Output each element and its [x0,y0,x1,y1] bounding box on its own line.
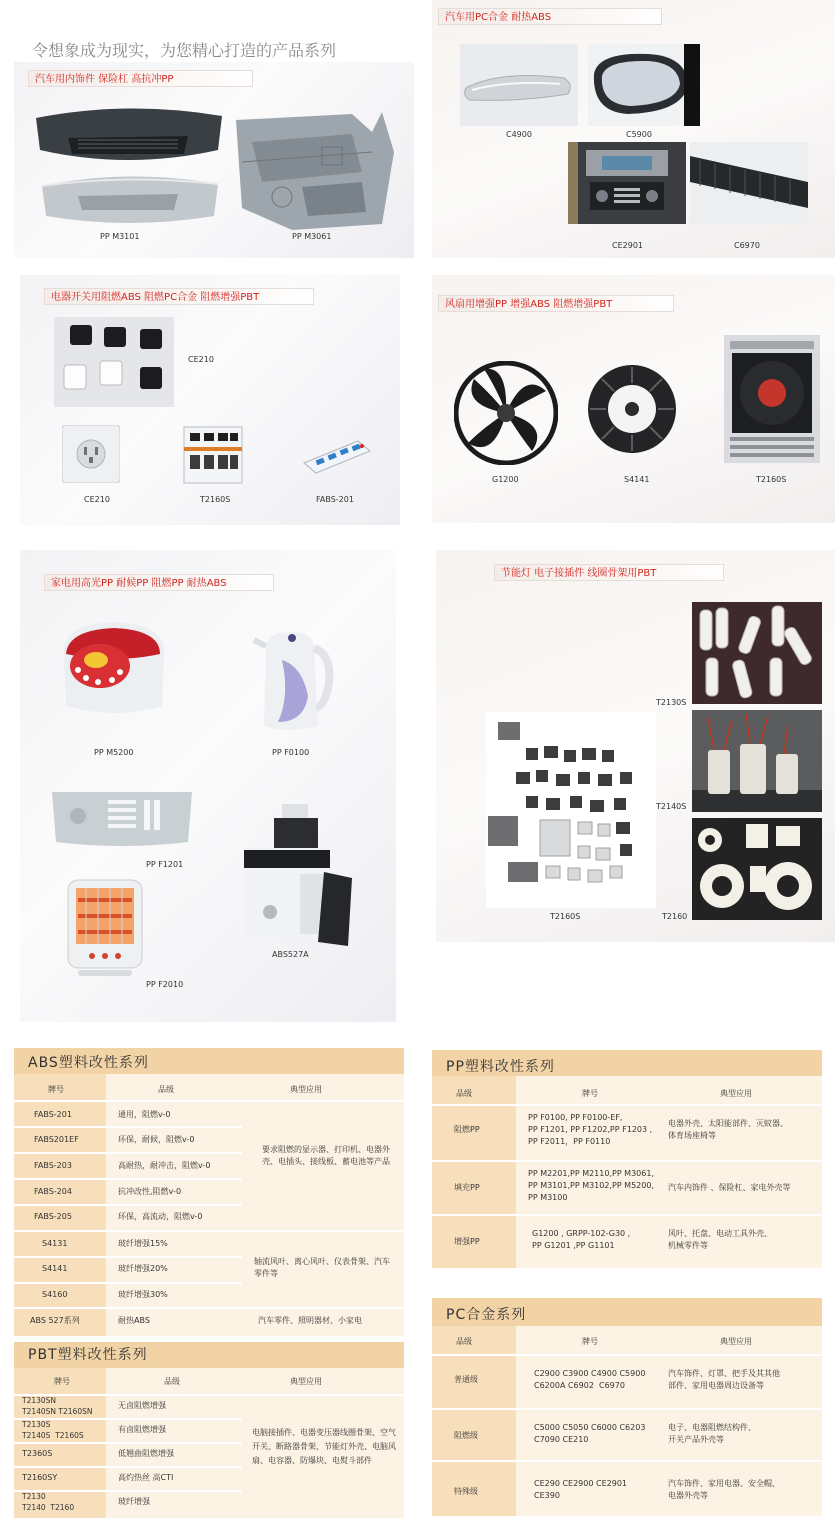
plugs-image [54,317,174,407]
panel-fans-title: 风扇用增强PP 增强ABS 阻燃增强PBT [438,295,674,312]
pp-row-2-grade: G1200 , GRPP-102-G30 , PP G1201 ,PP G1101 [532,1229,631,1250]
pc-row-0-app: 汽车饰件、灯罩、把手及其其他 部件、家用电器周边设备等 [668,1369,780,1390]
pc-row-2-level: 特殊级 [454,1487,478,1496]
abs-row-5-grade: S4131 [42,1239,68,1248]
panel-auto-interior-title: 汽车用内饰件 保险杠 高抗冲PP [28,70,253,87]
abs-header-level: 品级 [158,1085,174,1094]
capacitors-image [692,710,822,812]
abs-row-2-grade: FABS-203 [34,1161,72,1170]
abs-row-8-level: 耐热ABS [118,1316,150,1325]
pbt-header-app: 典型应用 [290,1377,322,1386]
pc-row-1-level: 阻燃级 [454,1431,478,1440]
pbt-row-4-grade: T2130 T2140 T2160 [22,1492,75,1512]
panel-auto-pc-title: 汽车用PC合金 耐热ABS [438,8,662,25]
label-pp-f0100: PP F0100 [272,748,310,757]
appliance-cover-image [48,786,196,850]
abs-row-0-grade: FABS-201 [34,1110,72,1119]
pp-row-0-grade: PP F0100, PP F0100-EF, PP F1201, PP F1202,PP F1203 , PP F2011，PP F0110 [528,1113,653,1146]
page-headline: 令想象成为现实，为您精心打造的产品系列 [32,41,337,60]
pbt-row-3-level: 高灼热丝 高CTI [118,1473,174,1482]
door-panel-image [232,112,402,232]
abs-row-6-level: 玻纤增强20% [118,1264,168,1273]
pp-header-grade: 牌号 [582,1089,598,1098]
label-pp-m5200: PP M5200 [94,748,134,757]
abs-app-2: 汽车零件、照明器材、小家电 [258,1316,362,1325]
label-ce210-b: CE210 [84,495,110,504]
label-c4900: C4900 [506,130,532,139]
label-t2160s-c: T2160S [550,912,581,921]
pc-header-app: 典型应用 [720,1337,752,1346]
label-ce2901: CE2901 [612,241,643,250]
abs-row-0-level: 通用，阻燃v-0 [118,1110,171,1119]
dashboard-image [568,142,686,224]
pp-row-1-level: 填充PP [454,1183,480,1192]
juicer-image [240,800,356,948]
label-pp-m3101: PP M3101 [100,232,140,241]
pc-row-1-grade: C5000 C5050 C6000 C6203 C7090 CE210 [534,1423,646,1444]
pbt-table [14,1342,404,1518]
pbt-row-1-level: 有卤阻燃增强 [118,1425,166,1434]
panel-appliance-title: 家电用高光PP 耐候PP 阻燃PP 耐热ABS [44,574,274,591]
pc-row-1-app: 电子、电器阻燃结构件、 开关产品外壳等 [668,1423,756,1444]
label-fabs-201: FABS-201 [316,495,354,504]
pbt-row-3-grade: T2160SY [22,1473,58,1482]
pbt-row-1-grade: T2130S T2140S T2160S [22,1420,84,1440]
connectors-image [486,712,656,908]
label-t2160: T2160 [662,912,688,921]
pp-row-1-grade: PP M2201,PP M2110,PP M3061, PP M3101,PP M3102,PP M5200, PP M3100 [528,1169,654,1202]
grille-strip-image [690,142,808,224]
pc-row-0-level: 普通级 [454,1375,478,1384]
label-t2130s: T2130S [656,698,687,707]
label-pp-f1201: PP F1201 [146,860,184,869]
socket-image [62,425,120,483]
pc-row-0-grade: C2900 C3900 C4900 C5900 C6200A C6902 C6970 [534,1369,646,1390]
door-handle-image [460,44,578,126]
pp-table-title: PP塑料改性系列 [432,1050,822,1076]
cfl-lamps-image [692,602,822,704]
abs-row-6-grade: S4141 [42,1264,68,1273]
bumper-image [28,98,228,228]
abs-row-7-level: 玻纤增强30% [118,1290,168,1299]
pbt-app: 电脑接插件、电器变压器线圈骨架、空气开关、断路器骨架、节能灯外壳、电脑风扇、电容器、防爆块、电熨斗部件 [252,1428,396,1465]
abs-row-7-grade: S4160 [42,1290,68,1299]
panel-lamps [436,550,835,942]
kettle-image [252,626,334,738]
abs-header-app: 典型应用 [290,1085,322,1094]
abs-header-grade: 牌号 [48,1085,64,1094]
power-strip-image [300,437,372,477]
label-g1200: G1200 [492,475,519,484]
breaker-image [182,423,244,487]
pbt-header-grade: 牌号 [54,1377,70,1386]
pp-row-0-level: 阻燃PP [454,1125,480,1134]
pp-table [432,1050,822,1268]
pc-table-title: PC合金系列 [432,1298,822,1326]
pp-row-1-app: 汽车内饰件 、保险杠、家电外壳等 [668,1183,791,1192]
abs-row-3-grade: FABS-204 [34,1187,72,1196]
heater-image [64,876,146,980]
pbt-header-level: 品级 [164,1377,180,1386]
panel-lamps-title: 节能灯 电子接插件 线圈骨架用PBT [494,564,724,581]
label-s4141: S4141 [624,475,650,484]
pbt-row-0-grade: T2130SN T2140SN T2160SN [22,1396,93,1416]
blower-wheel-image [584,361,680,457]
pp-header-level: 品级 [456,1089,472,1098]
rice-cooker-image [56,614,172,724]
label-t2160s-a: T2160S [200,495,231,504]
pbt-row-2-level: 低翘曲阻燃增强 [118,1449,174,1458]
pp-row-2-app: 风叶、托盘、电动工具外壳、 机械零件等 [668,1229,772,1250]
abs-app-1: 轴流风叶、离心风叶、仪表骨架、汽车零件等 [254,1257,390,1278]
mirror-image [588,44,700,126]
abs-row-4-level: 环保，高流动，阻燃v-0 [118,1212,203,1221]
fan-blade-image [454,361,558,465]
label-abs527a: ABS527A [272,950,309,959]
pp-header-app: 典型应用 [720,1089,752,1098]
abs-row-2-level: 高耐热，耐冲击，阻燃v-0 [118,1161,211,1170]
abs-row-1-grade: FABS201EF [34,1135,79,1144]
abs-row-4-grade: FABS-205 [34,1212,72,1221]
abs-row-5-level: 玻纤增强15% [118,1239,168,1248]
panel-electrical-title: 电器开关用阻燃ABS 阻燃PC合金 阻燃增强PBT [44,288,314,305]
panel-fans [432,275,835,523]
label-c5900: C5900 [626,130,652,139]
label-pp-f2010: PP F2010 [146,980,184,989]
label-c6970: C6970 [734,241,760,250]
panel-auto-pc [432,0,835,258]
panel-electrical [20,275,400,525]
abs-table-title: ABS塑料改性系列 [14,1048,404,1074]
label-t2140s: T2140S [656,802,687,811]
label-ce210-a: CE210 [188,355,214,364]
panel-appliance [20,550,396,1022]
pc-header-grade: 牌号 [582,1337,598,1346]
cpu-cooler-image [724,335,820,463]
pc-row-2-grade: CE290 CE2900 CE2901 CE390 [534,1479,627,1500]
label-pp-m3061: PP M3061 [292,232,332,241]
panel-auto-interior [14,62,414,258]
pc-header-level: 品级 [456,1337,472,1346]
abs-row-1-level: 环保，耐候，阻燃v-0 [118,1135,195,1144]
abs-app-0: 要求阻燃的显示器、打印机、电器外壳、电插头、接线板、蓄电池等产品 [262,1145,390,1166]
abs-row-8-grade: ABS 527系列 [30,1316,80,1325]
pc-table [432,1298,822,1516]
abs-row-3-level: 抗冲改性,阻燃v-0 [118,1187,182,1196]
coil-bobbins-image [692,818,822,920]
pc-row-2-app: 汽车饰件、家用电器、安全帽、 电器外壳等 [668,1479,780,1500]
pbt-row-4-level: 玻纤增强 [118,1497,150,1506]
pp-row-2-level: 增强PP [454,1237,480,1246]
label-t2160s-b: T2160S [756,475,787,484]
pbt-table-title: PBT塑料改性系列 [14,1342,404,1368]
pbt-row-2-grade: T2360S [22,1449,53,1458]
pp-row-0-app: 电器外壳、太阳能部件、灭蚊器、 体育场座椅等 [668,1119,788,1140]
abs-table [14,1048,404,1336]
pbt-row-0-level: 无卤阻燃增强 [118,1401,166,1410]
